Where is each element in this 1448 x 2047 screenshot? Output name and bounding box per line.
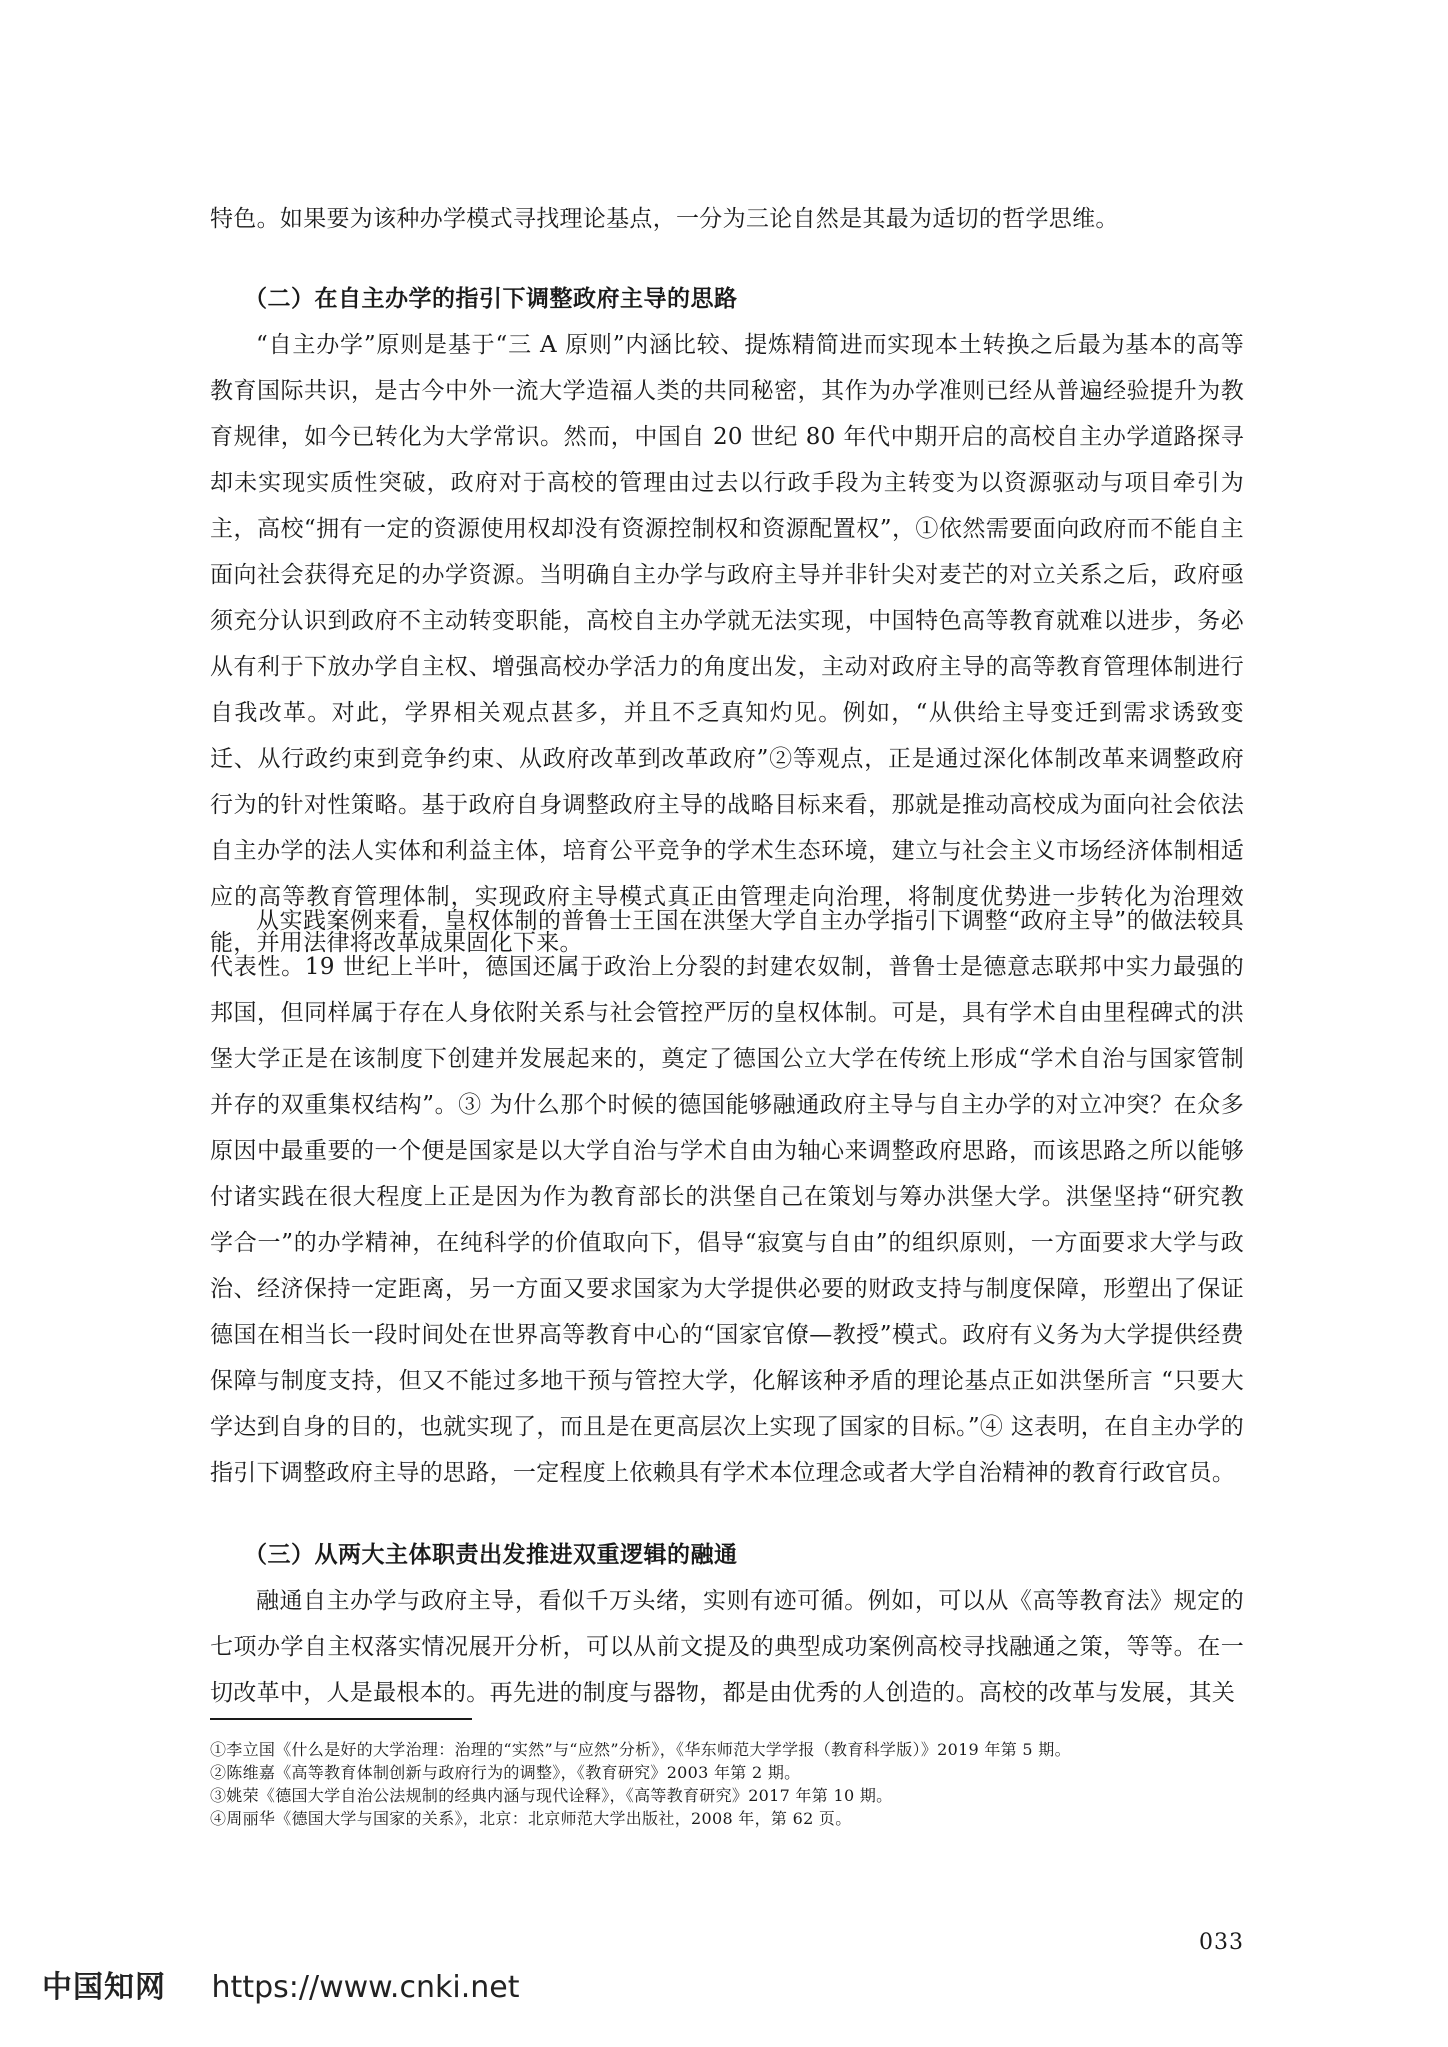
footnote-4: ④周丽华《德国大学与国家的关系》，北京：北京师范大学出版社，2008 年，第 62 页。: [210, 1809, 852, 1828]
page: [210, 0, 1244, 2047]
footnote-2: ②陈维嘉《高等教育体制创新与政府行为的调整》，《教育研究》2003 年第 2 期。: [210, 1763, 801, 1782]
footnote-separator: [210, 1718, 472, 1720]
body-paragraph-1: “自主办学”原则是基于“三 A 原则”内涵比较、提炼精简进而实现本土转换之后最为基本的高等教育国际共识，是古今中外一流大学造福人类的共同秘密，其作为办学准则已经从普遍经验提升为教育规律，如今已转化为大学常识。然而，中国自 20 世纪 80 年代中期开启的高校自主办学道路探寻却未实现实质性突破，政府对于高校的管理由过去以行政手段为主转变为以资源驱动与项目牵引为主，高校“拥有一定的资源使用权却没有资源控制权和资源配置权”，①依然需要面向政府而不能自主面向社会获得充足的办学资源。当明确自主办学与政府主导并非针尖对麦芒的对立关系之后，政府亟须充分认识到政府不主动转变职能，高校自主办学就无法实现，中国特色高等教育就难以进步，务必从有利于下放办学自主权、增强高校办学活力的角度出发，主动对政府主导的高等教育管理体制进行自我改革。对此，学界相关观点甚多，并且不乏真知灼见。例如，“从供给主导变迁到需求诱致变迁、从行政约束到竞争约束、从政府改革到改革政府”②等观点，正是通过深化体制改革来调整政府行为的针对性策略。基于政府自身调整政府主导的战略目标来看，那就是推动高校成为面向社会依法自主办学的法人实体和利益主体，培育公平竞争的学术生态环境，建立与社会主义市场经济体制相适应的高等教育管理体制，实现政府主导模式真正由管理走向治理，将制度优势进一步转化为治理效能，并用法律将改革成果固化下来。: [210, 332, 1244, 956]
footnote-1: ①李立国《什么是好的大学治理：治理的“实然”与“应然”分析》，《华东师范大学学报（教育科学版）》2019 年第 5 期。: [210, 1740, 1071, 1759]
cnki-watermark: [42, 1962, 519, 2006]
watermark-name: 中国知网: [42, 1970, 166, 2005]
body-paragraph-3: 融通自主办学与政府主导，看似千万头绪，实则有迹可循。例如，可以从《高等教育法》规定的七项办学自主权落实情况展开分析，可以从前文提及的典型成功案例高校寻找融通之策，等等。在一切改革中，人是最根本的。再先进的制度与器物，都是由优秀的人创造的。高校的改革与发展，其关: [210, 1588, 1244, 1706]
body-paragraph-0: 特色。如果要为该种办学模式寻找理论基点，一分为三论自然是其最为适切的哲学思维。: [210, 206, 1119, 232]
page-number: 033: [1199, 1930, 1244, 1955]
footnotes-list: [210, 1738, 1244, 1830]
watermark-url: https://www.cnki.net: [211, 1970, 520, 2005]
body-paragraph-2: 从实践案例来看，皇权体制的普鲁士王国在洪堡大学自主办学指引下调整“政府主导”的做法较具代表性。19 世纪上半叶，德国还属于政治上分裂的封建农奴制，普鲁士是德意志联邦中实力最强的邦国，但同样属于存在人身依附关系与社会管控严厉的皇权体制。可是，具有学术自由里程碑式的洪堡大学正是在该制度下创建并发展起来的，奠定了德国公立大学在传统上形成“学术自治与国家管制并存的双重集权结构”。③ 为什么那个时候的德国能够融通政府主导与自主办学的对立冲突？在众多原因中最重要的一个便是国家是以大学自治与学术自由为轴心来调整政府思路，而该思路之所以能够付诸实践在很大程度上正是因为作为教育部长的洪堡自己在策划与筹办洪堡大学。洪堡坚持“研究教学合一”的办学精神，在纯科学的价值取向下，倡导“寂寞与自由”的组织原则，一方面要求大学与政治、经济保持一定距离，另一方面又要求国家为大学提供必要的财政支持与制度保障，形塑出了保证德国在相当长一段时间处在世界高等教育中心的“国家官僚—教授”模式。政府有义务为大学提供经费保障与制度支持，但又不能过多地干预与管控大学，化解该种矛盾的理论基点正如洪堡所言 “只要大学达到自身的目的，也就实现了，而且是在更高层次上实现了国家的目标。”④ 这表明，在自主办学的指引下调整政府主导的思路，一定程度上依赖具有学术本位理念或者大学自治精神的教育行政官员。: [210, 908, 1244, 1486]
footnote-3: ③姚荣《德国大学自治公法规制的经典内涵与现代诠释》，《高等教育研究》2017 年第 10 期。: [210, 1786, 893, 1805]
section-heading-3: （三）从两大主体职责出发推进双重逻辑的融通: [244, 1542, 738, 1568]
section-heading-2: （二）在自主办学的指引下调整政府主导的思路: [244, 286, 738, 312]
